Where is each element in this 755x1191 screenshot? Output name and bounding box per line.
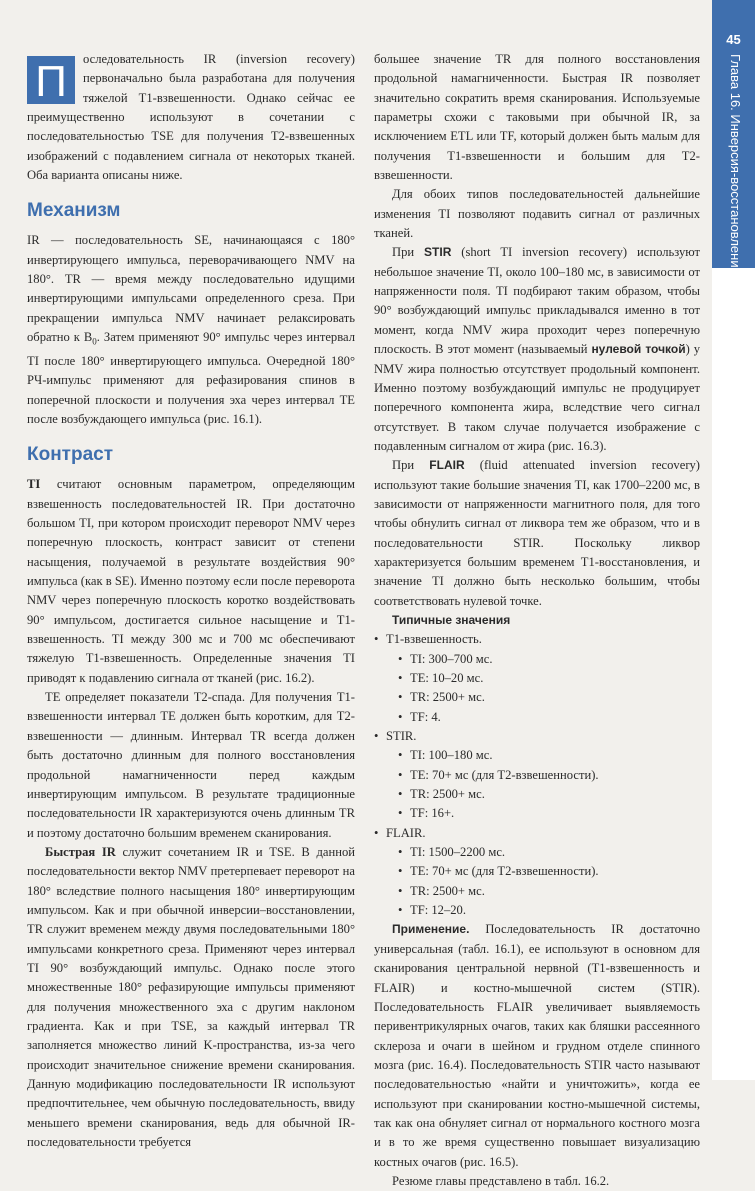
summary-paragraph: Резюме главы представлено в табл. 16.2. <box>392 1173 610 1188</box>
list-item: • TF: 16+. <box>386 804 700 823</box>
chapter-tab <box>712 0 755 275</box>
flair-term: FLAIR <box>429 458 465 473</box>
stir-text-a: (short TI inversion recovery) используют небольшое значение TI, около 100–180 мс, в зависимости от напряженности поля. TI подбирают таким образом, чтобы 90° возбуждающий импульс прикладывался именно в тот момент, когда NMV жира проходит через поперечную плоскость. В этот момент (называемый <box>374 245 700 357</box>
mechanism-heading: Механизм <box>27 200 121 222</box>
group-name: STIR. <box>386 729 417 744</box>
flair-prefix: При <box>392 458 430 473</box>
contrast-paragraph-fast-ir <box>27 843 355 1153</box>
application-text: Последовательность IR достаточно универсальная (табл. 16.1), ее используют в основном для сканирования центральной нервной (Т1-взвешенность и FLAIR) и костно-мышечной систем (STIR). Последовательность FLAIR увеличивает выявляемость перивентрикулярных очагов, таких как бляшки рассеянного склероза и очаги в шейном и грудном отделе спинного мозга (рис. 16.4). Последовательность STIR часто называют последовательностью «найти и уничтожить», когда ее используют при сканировании костно-мышечной системы, так как она обнуляет сигнал от нормального костного мозга и в то же время существенно повышает визуализацию костных очагов (рис. 16.5). <box>374 922 700 1169</box>
contrast-ti-text: считают основным параметром, определяющим взвешенность последовательностей IR. При достаточно большом TI, при котором происходит переворот NMV через поперечную плоскость, контраст зависит от степени насыщения, получаемой в результате воздействия 90° импульса (как в SE). Именно поэтому если после переворота NMV через поперечную плоскость коротко воздействовать 90° импульсом, достигается сильное насыщение и Т1-взвешенность. TI между 300 мс и 700 мс обеспечивают тяжелую Т1-взвешенность. Определенные значения TI приводят к подавлению сигнала от тканей (рис. 16.2). <box>27 477 355 685</box>
contrast-paragraph-te: TE определяет показатели Т2-спада. Для получения Т1-взвешенности интервал TE должен быть коротким, для Т2-взвешенности — длинным. Интервал TR всегда должен быть достаточно длинным для полного восстановления продольной намагниченности перед каждым инвертирующим импульсом. В результате традиционные последовательности IR характеризуются очень длинным TR и поэтому достаточно большим временем сканирования. <box>27 690 355 840</box>
sub-list <box>386 746 700 823</box>
left-column <box>27 50 355 1152</box>
both-types-paragraph: Для обоих типов последовательностей дальнейшие изменения TI позволяют подавить сигнал от различных тканей. <box>374 187 700 241</box>
ti-term: TI <box>27 477 41 492</box>
group-name: Т1-взвешенность. <box>386 632 482 647</box>
right-column <box>374 50 700 1191</box>
fast-ir-text: служит сочетанием IR и TSE. В данной последовательности вектор NMV претерпевает переворот на 180° вследствие полного насыщения 180° инвертирующим импульсом. Как и при обычной инверсии–восстановлении, TR служит временем между двумя последовательными 180° импульсами конкретного среза. Применяют через интервал TI 90° возбуждающий импульс. Однако после этого множественные 180° рефазирующие импульсы применяют для получения множественного эха с другим наклоном градиента. Как и при TSE, за каждый интервал TR заполняется множество линий K-пространства, из-за чего происходит значительное снижение времени сканирования. Данную модификацию последовательности IR используют предпочтительнее, чем обычную последовательность, ввиду меньшего времени сканирования, ведь для обычной IR-последовательности требуется <box>27 844 355 1150</box>
intro-paragraph: оследовательность IR (inversion recovery) первоначально была разработана для получения тяжелой Т1-взвешенности. Однако сейчас ее преимущественно используют в сочетании с последовательностью TSE для получения Т2-взвешенных изображений с подавлением сигнала от некоторых тканей. Оба варианта описаны ниже. <box>27 52 355 183</box>
typical-values-heading: Типичные значения <box>392 612 511 627</box>
list-item: • TR: 2500+ мс. <box>386 785 700 804</box>
list-item: • TF: 12–20. <box>386 901 700 920</box>
continued-paragraph: большее значение TR для полного восстановления продольной намагниченности. Быстрая IR позволяет значительно сократить время сканирования. Используемые параметры схожи с таковыми при обычной IR, за исключением ETL или TF, который должен быть малым для получения Т1-взвешенности и большим для Т2-взвешенности. <box>374 52 700 183</box>
list-item-group <box>374 824 700 921</box>
application-term: Применение. <box>392 922 470 937</box>
b0-subscript: 0 <box>92 336 97 347</box>
list-item: • TE: 70+ мс (для Т2-взвешенности). <box>386 766 700 785</box>
list-item: • TI: 1500–2200 мс. <box>386 843 700 862</box>
sub-list <box>386 843 700 920</box>
list-item: • TI: 300–700 мс. <box>386 650 700 669</box>
stir-paragraph <box>374 243 700 456</box>
mechanism-text-a: IR — последовательность SE, начинающаяся с 180° инвертирующего импульса, переворачивающего NMV на 180°. TR — время между последовательно идущими инвертирующими импульсами определенного среза. При прекращении импульса NMV начинает релаксировать обратно к B <box>27 233 355 345</box>
mechanism-paragraph <box>27 231 355 429</box>
contrast-heading: Контраст <box>27 444 114 466</box>
group-name: FLAIR. <box>386 825 426 840</box>
typical-values-list <box>374 630 700 920</box>
null-point-term: нулевой точкой <box>591 342 686 357</box>
application-paragraph <box>374 920 700 1171</box>
stir-prefix: При <box>392 245 425 260</box>
flair-paragraph <box>374 456 700 611</box>
list-item: • TI: 100–180 мс. <box>386 746 700 765</box>
fast-ir-term: Быстрая IR <box>45 844 116 859</box>
list-item-group <box>374 630 700 727</box>
list-item-group <box>374 727 700 824</box>
list-item: • TR: 2500+ мс. <box>386 882 700 901</box>
stir-text-b: ) у NMV жира полностью отсутствует продольный компонент. Именно поэтому возбуждающий импульс не продуцирует поперечного компонента жира, вследствие чего сигнал отсутствует. В таком случае получается изображение с подавленным сигналом от жира (рис. 16.3). <box>374 342 701 453</box>
list-item: • TE: 70+ мс (для Т2-взвешенности). <box>386 862 700 881</box>
chapter-title: Глава 16. Инверсия-восстановление <box>728 54 743 275</box>
list-item: • TF: 4. <box>386 708 700 727</box>
list-item: • TE: 10–20 мс. <box>386 669 700 688</box>
list-item: • TR: 2500+ мс. <box>386 688 700 707</box>
sub-list <box>386 650 700 727</box>
page-number: 45 <box>726 32 741 47</box>
stir-term: STIR <box>424 245 452 260</box>
mechanism-text-b: . Затем применяют 90° импульс через интервал TI после 180° инвертирующего импульса. Очередной 180° РЧ-импульс применяют для рефазирования спинов в поперечной плоскости и получения эха через интервал TE после возбуждающего импульса (рис. 16.1). <box>27 330 355 427</box>
flair-text: (fluid attenuated inversion recovery) используют такие большие значения TI, как 1700–2200 мс, в зависимости от напряженности магнитного поля, для того чтобы обнулить сигнал от ликвора тем же образом, что и в последовательности STIR. Поскольку ликвор характеризуется большим временем Т1-восстановления, и значение TI должно быть несколько большим, чтобы соответствовать нулевой точке. <box>374 458 701 608</box>
drop-cap: П <box>27 56 75 104</box>
contrast-paragraph-ti <box>27 475 355 688</box>
